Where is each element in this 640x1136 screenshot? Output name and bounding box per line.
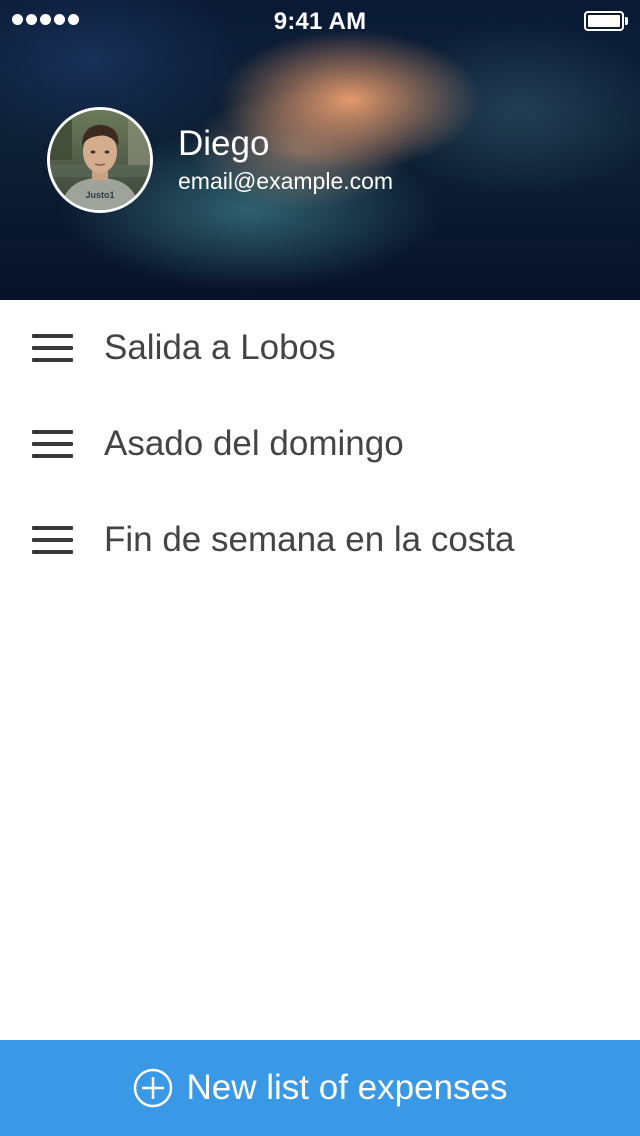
new-list-label: New list of expenses bbox=[186, 1068, 508, 1107]
avatar-photo bbox=[50, 110, 150, 210]
list-item-label: Asado del domingo bbox=[104, 424, 404, 463]
list-item[interactable] bbox=[0, 396, 640, 492]
list-item-label: Salida a Lobos bbox=[104, 328, 336, 367]
menu-icon[interactable] bbox=[32, 430, 73, 458]
status-bar bbox=[0, 0, 640, 40]
menu-icon[interactable] bbox=[32, 334, 73, 362]
list-item[interactable] bbox=[0, 300, 640, 396]
plus-circle-icon bbox=[133, 1068, 173, 1108]
battery-full-icon bbox=[584, 11, 628, 31]
new-list-button[interactable] bbox=[0, 1040, 640, 1136]
expense-lists bbox=[0, 300, 640, 588]
avatar[interactable] bbox=[47, 107, 153, 213]
profile-name: Diego bbox=[178, 124, 270, 163]
profile-email: email@example.com bbox=[178, 168, 394, 194]
profile-text bbox=[178, 124, 393, 196]
avatar-shirt-text: Justo1 bbox=[85, 190, 115, 200]
list-item-label: Fin de semana en la costa bbox=[104, 520, 515, 559]
status-time: 9:41 AM bbox=[273, 8, 367, 35]
menu-icon[interactable] bbox=[32, 526, 73, 554]
list-item[interactable] bbox=[0, 492, 640, 588]
profile-header bbox=[0, 0, 640, 300]
user-profile[interactable] bbox=[47, 107, 393, 213]
